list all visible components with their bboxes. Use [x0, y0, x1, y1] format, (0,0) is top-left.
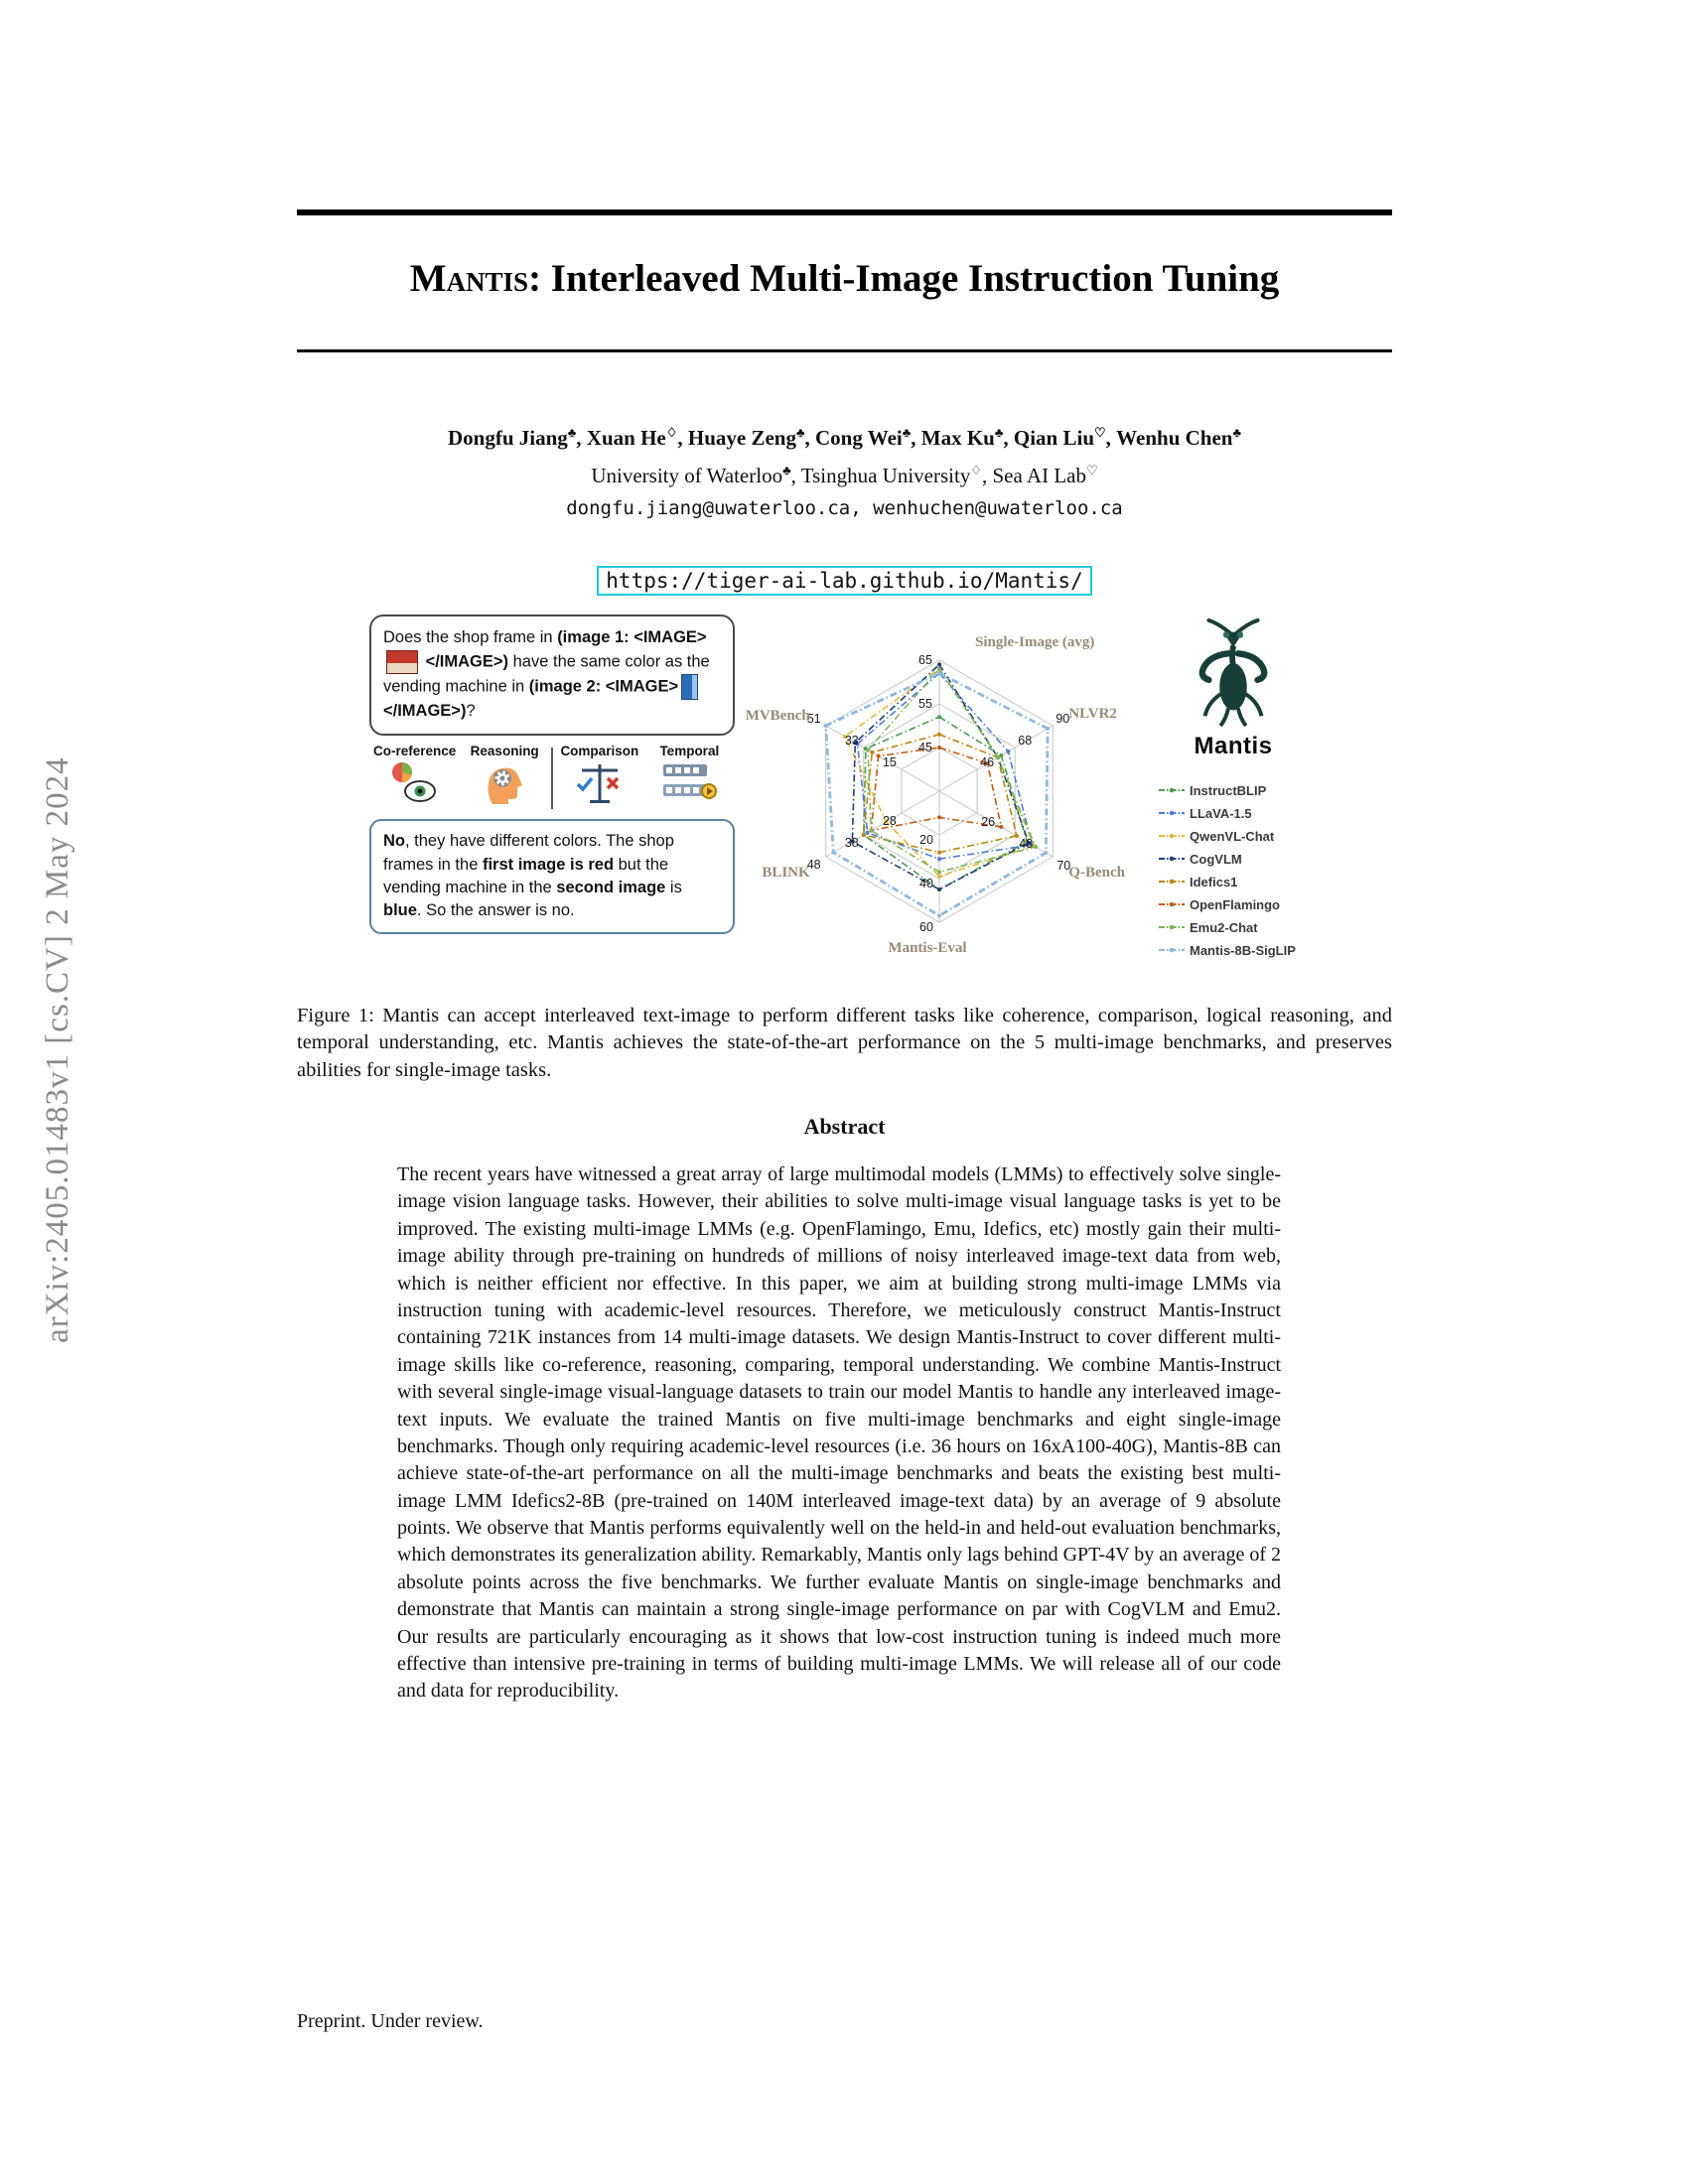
legend-marker-icon	[1158, 805, 1186, 823]
radar-tick-label: 33	[844, 734, 859, 748]
legend-item	[1158, 825, 1386, 848]
skill-item	[462, 744, 548, 811]
affiliation-mark: ♣	[902, 425, 912, 440]
mantis-logo-word: Mantis	[1194, 733, 1273, 759]
affiliation-mark: ♢	[970, 463, 982, 478]
example-panel	[369, 614, 735, 934]
vending-image	[681, 674, 698, 700]
pie-eye-icon	[389, 793, 441, 810]
authors-line: Dongfu Jiang♣, Xuan He♢, Huaye Zeng♣, Cong Wei♣, Max Ku♣, Qian Liu♡, Wenhu Chen♣	[447, 425, 1241, 450]
person-or-org-name: Sea AI Lab	[992, 464, 1086, 487]
person-or-org-name: Qian Liu	[1013, 426, 1095, 450]
radar-tick-label: 65	[918, 653, 932, 667]
legend-item	[1158, 893, 1386, 916]
legend-label: Emu2-Chat	[1190, 920, 1258, 935]
radar-point	[937, 667, 941, 671]
radar-point	[937, 887, 941, 891]
radar-point	[937, 815, 941, 819]
radar-point	[866, 831, 870, 835]
legend-label: Mantis-8B-SigLIP	[1190, 943, 1296, 958]
radar-tick-label: 51	[806, 712, 821, 726]
emails-line: dongfu.jiang@uwaterloo.ca, wenhuchen@uwaterloo.ca	[566, 497, 1123, 519]
legend-label: LLaVA-1.5	[1190, 806, 1252, 821]
affiliation-mark: ♣	[1232, 425, 1241, 440]
person-or-org-name: Huaye Zeng	[687, 426, 796, 450]
radar-point	[996, 755, 1000, 759]
person-or-org-name: University of Waterloo	[591, 464, 783, 487]
radar-axis-label: NLVR2	[1068, 706, 1117, 722]
radar-tick-label: 68	[1018, 734, 1033, 748]
question-box: Does the shop frame in (image 1: <IMAGE> </IMAGE>) have the same color as the vending machine in (image 2: <IMAGE> </IMAGE>)?	[369, 614, 735, 736]
radar-point	[937, 746, 941, 750]
legend-label: CogVLM	[1190, 852, 1242, 867]
radar-axis-label: Q-Bench	[1068, 865, 1125, 881]
radar-tick-label: 40	[919, 877, 933, 890]
radar-series-InstructBLIP	[864, 717, 1028, 889]
skill-item	[556, 744, 642, 811]
radar-tick-label: 60	[919, 920, 933, 934]
radar-point	[937, 715, 941, 719]
radar-tick-label: 70	[1056, 859, 1071, 873]
chart-legend	[1158, 779, 1386, 962]
footer-note: Preprint. Under review.	[297, 2010, 484, 2032]
legend-marker-icon	[1158, 942, 1186, 960]
radar-point	[866, 748, 870, 751]
legend-item	[1158, 779, 1386, 802]
radar-point	[1046, 727, 1050, 731]
legend-marker-icon	[1158, 874, 1186, 891]
skill-item	[646, 744, 733, 811]
radar-tick-label: 28	[882, 814, 897, 828]
affiliations-line: University of Waterloo♣, Tsinghua University♢, Sea AI Lab♡	[591, 463, 1098, 487]
radar-axis-label: MVBench	[745, 708, 810, 724]
head-gear-icon	[479, 793, 530, 810]
figure-caption: Figure 1: Mantis can accept interleaved text-image to perform different tasks like coherence, comparison, logical reasoning, and temporal understanding, etc. Mantis achieves the state-of-the-art performance on the 5 multi-image benchmarks, and preserves abilities for single-image tasks.	[297, 1005, 1392, 1081]
person-or-org-name: Cong Wei	[815, 426, 903, 450]
radar-point	[937, 870, 941, 874]
person-or-org-name: Max Ku	[920, 426, 995, 450]
radar-tick-label: 46	[980, 755, 995, 769]
legend-label: Idefics1	[1190, 875, 1238, 889]
radar-tick-label: 15	[882, 755, 897, 769]
radar-tick-label: 45	[918, 741, 932, 754]
person-or-org-name: Dongfu Jiang	[447, 426, 568, 450]
radar-tick-label: 90	[1055, 712, 1070, 726]
radar-point	[937, 913, 941, 917]
person-or-org-name: Tsinghua University	[800, 464, 971, 487]
legend-marker-icon	[1158, 919, 1186, 937]
radar-point	[824, 724, 828, 728]
project-url-link[interactable]: https://tiger-ai-lab.github.io/Mantis/	[597, 566, 1091, 596]
legend-marker-icon	[1158, 828, 1186, 846]
affiliation-mark: ♣	[782, 463, 791, 478]
radar-point	[1044, 851, 1048, 855]
abstract-text: The recent years have witnessed a great array of large multimodal models (LMMs) to effectively solve single-image vision language tasks. However, their abilities to solve multi-image visual language tasks is yet to be improved. The existing multi-image LMMs (e.g. OpenFlamingo, Emu, Idefics, etc) mostly gain their multi-image ability through pre-training on hundreds of millions of noisy interleaved image-text data from web, which is neither efficient nor effective. In this paper, we aim at building strong multi-image LMMs via instruction tuning with academic-level resources. Therefore, we meticulously construct Mantis-Instruct containing 721K instances from 14 multi-image datasets. We design Mantis-Instruct to cover different multi-image skills like co-reference, reasoning, comparing, temporal understanding. We combine Mantis-Instruct with several single-image visual-language datasets to train our model Mantis to handle any interleaved image-text inputs. We evaluate the trained Mantis on five multi-image benchmarks and eight single-image benchmarks. Though only requiring academic-level resources (i.e. 36 hours on 16xA100-40G), Mantis-8B can achieve state-of-the-art performance on all the multi-image benchmarks and beats the existing best multi-image LMM Idefics2-8B (pre-trained on 140M interleaved image-text data) by an average of 9 absolute points. We observe that Mantis performs equivalently well on the held-in and held-out evaluation benchmarks, which demonstrates its generalization ability. Remarkably, Mantis only lags behind GPT-4V by an average of 2 absolute points across the five benchmarks. We further evaluate Mantis on single-image benchmarks and demonstrate that Mantis can maintain a strong single-image performance on par with CogVLM and Emu2. Our results are particularly encouraging as it shows that low-cost instruction tuning is indeed much more effective than intensive pre-training in terms of building multi-image LMMs. We will release all of our code and data for reproducibility.	[397, 1163, 1281, 1703]
affiliation-mark: ♢	[665, 425, 678, 440]
project-url-row	[297, 566, 1392, 596]
legend-item	[1158, 802, 1386, 825]
legend-label: InstructBLIP	[1190, 783, 1267, 798]
radar-point	[937, 875, 941, 879]
radar-point	[999, 825, 1003, 829]
paper-title	[297, 256, 1392, 301]
legend-marker-icon	[1158, 782, 1186, 800]
answer-box: No, they have different colors. The shop frames in the first image is red but the vending machine in the second image is blue. So the answer is no.	[369, 819, 735, 934]
abstract-heading: Abstract	[803, 1114, 886, 1139]
skill-item	[371, 744, 458, 811]
radar-tick-label: 20	[919, 833, 933, 847]
affiliation-mark: ♣	[567, 425, 577, 440]
legend-label: QwenVL-Chat	[1190, 829, 1275, 844]
legend-item	[1158, 916, 1386, 939]
radar-point	[1006, 750, 1010, 753]
legend-item	[1158, 848, 1386, 871]
radar-tick-label: 48	[1019, 837, 1034, 851]
radar-chart	[723, 611, 1172, 986]
radar-point	[999, 753, 1003, 757]
title-rule-top	[297, 209, 1392, 215]
radar-tick-label: 26	[981, 815, 996, 829]
radar-point	[937, 662, 941, 666]
skills-row	[369, 744, 735, 811]
radar-spoke	[939, 726, 1053, 791]
legend-item	[1158, 871, 1386, 893]
affiliation-mark: ♣	[994, 425, 1004, 440]
legend-marker-icon	[1158, 896, 1186, 914]
skill-label: Temporal	[659, 744, 720, 759]
title-brand: Mantis	[409, 257, 529, 300]
radar-axis-label: BLINK	[762, 865, 810, 881]
radar-point	[877, 754, 881, 758]
radar-point	[1034, 845, 1038, 849]
radar-tick-label: 38	[844, 836, 859, 850]
affiliation-mark: ♣	[795, 425, 805, 440]
radar-point	[937, 671, 941, 675]
radar-axis-label: Mantis-Eval	[888, 940, 967, 956]
radar-point	[831, 851, 835, 855]
mantis-logo-graphic	[1179, 614, 1288, 732]
arxiv-stamp: arXiv:2405.01483v1 [cs.CV] 2 May 2024	[40, 756, 75, 1343]
radar-point	[869, 829, 873, 833]
skill-label: Reasoning	[470, 744, 539, 759]
affiliation-mark: ♡	[1085, 463, 1098, 478]
title-rule-bottom	[297, 349, 1392, 352]
skill-label: Comparison	[560, 744, 639, 759]
skills-divider	[551, 748, 553, 809]
radar-tick-label: 48	[806, 858, 821, 872]
legend-item	[1158, 939, 1386, 962]
radar-tick-label: 55	[918, 697, 932, 711]
film-clock-icon	[661, 793, 717, 810]
legend-label: OpenFlamingo	[1190, 897, 1280, 912]
title-rest: : Interleaved Multi-Image Instruction Tuning	[528, 257, 1280, 300]
figure-1	[298, 611, 1393, 1000]
radar-point	[937, 851, 941, 855]
legend-marker-icon	[1158, 851, 1186, 869]
affiliation-mark: ♡	[1094, 425, 1106, 440]
radar-axis-label: Single-Image (avg)	[975, 634, 1095, 650]
radar-point	[937, 733, 941, 737]
skill-label: Co-reference	[373, 744, 457, 759]
balance-check-icon	[574, 793, 626, 810]
radar-point	[862, 833, 866, 837]
person-or-org-name: Wenhu Chen	[1116, 426, 1233, 450]
radar-point	[870, 751, 874, 754]
mantis-logo	[1176, 614, 1291, 760]
radar-point	[937, 857, 941, 861]
person-or-org-name: Xuan He	[586, 426, 666, 450]
shop-image	[386, 650, 418, 674]
